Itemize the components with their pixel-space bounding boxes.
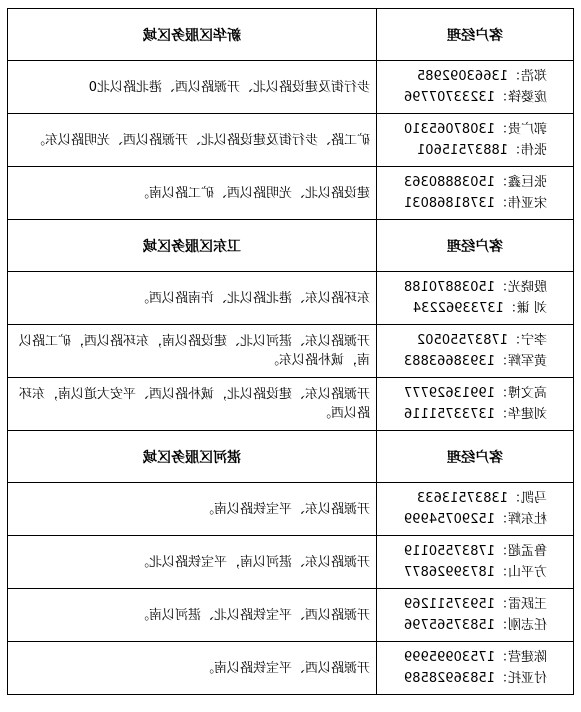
area-cell: 东环路以东、港北路以北、许南路以西。 [8,272,377,325]
header-manager: 客户经理 [377,9,574,61]
table-row [8,483,574,536]
manager-line: 方平山：18739926877 [404,565,547,580]
manager-line: 李宁：17837550502 [417,333,547,348]
manager-cell [377,536,574,589]
table-row [8,378,574,431]
manager-cell [377,589,574,642]
header-manager: 客户经理 [377,220,574,272]
manager-line: 刘建华：13733751116 [404,407,547,422]
area-cell: 步行街及建设路以北、开源路以西、港北路以北0 [8,61,377,114]
table-row [8,61,574,114]
section-header-xinhua [8,9,574,61]
manager-cell [377,272,574,325]
manager-line: 杜东辉：15290754999 [404,512,547,527]
area-cell: 开源路以东、湛河以北、建设路以南，东环路以西，矿工路以南，诚朴路以东。 [8,325,377,378]
area-cell: 矿工路、步行街及建设路以北、开源路以西、光明路以东。 [8,114,377,167]
table-row [8,536,574,589]
manager-cell [377,61,574,114]
manager-line: 郑浩：13663092985 [417,69,547,84]
section-header-zhanhe [8,431,574,483]
section-header-weidong [8,220,574,272]
manager-line: 王跃雷：15937511269 [404,597,547,612]
manager-line: 黄军辉：13938663883 [404,354,547,369]
manager-cell [377,114,574,167]
area-cell: 开源路以东、平宝铁路以南。 [8,483,377,536]
area-cell: 开源路以西、平宝铁路以北、湛河以南。 [8,589,377,642]
manager-line: 任志刚：15837565796 [404,618,547,633]
area-cell: 建设路以北、光明路以西、矿工路以南。 [8,167,377,220]
manager-line: 陈建营：17530995999 [404,650,547,665]
manager-cell [377,378,574,431]
manager-line: 张巨鑫：15038880363 [404,175,547,190]
manager-line: 宋亚伟：13781868031 [404,196,547,211]
header-area: 新华区服务区域 [8,9,377,61]
manager-line: 殷晓光：15038870188 [404,280,547,295]
manager-line: 张伟：18837515601 [417,143,547,158]
area-cell: 开源路以东、湛河以南，平宝铁路以北。 [8,536,377,589]
area-cell: 开源路以西、平宝铁路以南。 [8,642,377,695]
manager-cell [377,167,574,220]
service-area-table [7,8,574,695]
manager-line: 付亚托：15836928589 [404,671,547,686]
manager-line: 刘 谦：13733962234 [412,301,547,316]
header-manager: 客户经理 [377,431,574,483]
table-row [8,272,574,325]
manager-line: 鲁孟超：17837550119 [404,544,547,559]
table-row [8,325,574,378]
manager-line: 庞婆锋：13233707796 [404,90,547,105]
manager-cell [377,325,574,378]
manager-line: 郭广贵：13087065310 [404,122,547,137]
manager-line: 高文博：19913629777 [404,386,547,401]
header-area: 卫东区服务区域 [8,220,377,272]
manager-line: 马凯：13837513633 [417,491,547,506]
manager-cell [377,642,574,695]
table-row [8,167,574,220]
table-row [8,589,574,642]
header-area: 湛河区服务区域 [8,431,377,483]
table-row [8,642,574,695]
area-cell: 开源路以东、建设路以北，诚朴路以西、平安大道以南，东环路以西。 [8,378,377,431]
manager-cell [377,483,574,536]
table-row [8,114,574,167]
service-area-sheet [8,8,574,706]
